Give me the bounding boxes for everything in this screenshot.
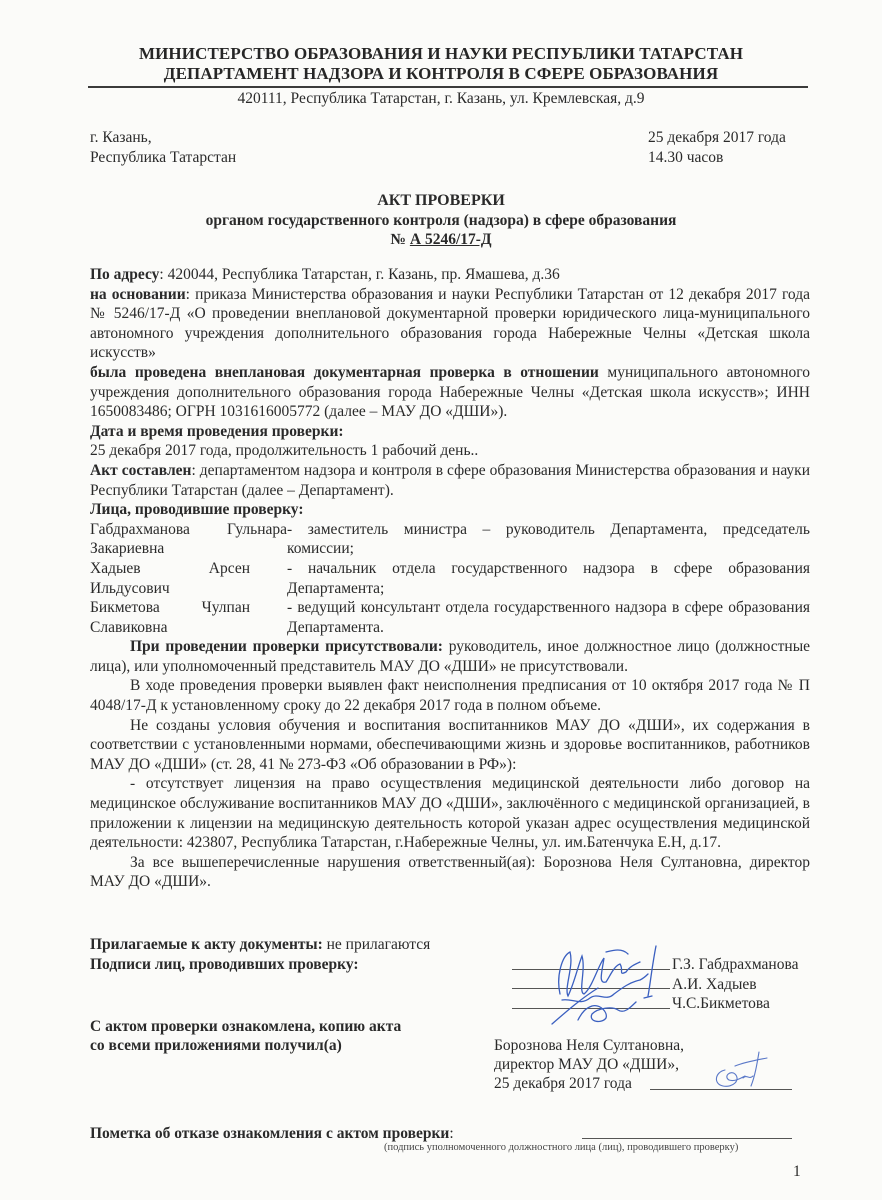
recipient-role: директор МАУ ДО «ДШИ», [494,1056,679,1073]
responsible-paragraph: За все вышеперечисленные нарушения ответственный(ая): Борознова Неля Султановна, директор МАУ ДО «ДШИ». [90,853,810,891]
address-label: По адресу [90,266,160,283]
department-name: ДЕПАРТАМЕНТ НАДЗОРА И КОНТРОЛЯ В СФЕРЕ ОБРАЗОВАНИЯ [163,64,719,83]
persons-label-text: Лица, проводившие проверку: [90,501,304,519]
recipient-signature-icon [705,1050,775,1095]
conditions-paragraph: Не созданы условия обучения и воспитания воспитанников МАУ ДО «ДШИ», их содержания в соответствии с установленными нормами, обеспечивающими жизнь и здоровье воспитанников, работников МАУ ДО «ДШИ» (ст. 28, 41 № 273-ФЗ «Об образовании в РФ»): [90,716,810,773]
ministry-address: 420111, Республика Татарстан, г. Казань, ул. Кремлевская, д.9 [237,90,645,107]
composed-label: Акт составлен [90,461,192,479]
ministry-name: МИНИСТЕРСТВО ОБРАЗОВАНИЯ И НАУКИ РЕСПУБЛИКИ ТАТАРСТАН [138,44,744,63]
inspection-subject [90,363,810,422]
attachments [90,935,430,955]
person-role: - заместитель министра – руководитель Департамента, председатель комиссии; [287,520,810,558]
handwritten-signatures-icon [548,936,678,1026]
license-paragraph: - отсутствует лицензия на право осуществления медицинской деятельности либо договор на медицинское обслуживание воспитанников МАУ ДО «ДШИ», заключённого с медицинской организацией, в приложении к лицензии на медицинскую деятельность которой указан адрес осуществления медицинской деятельности: 423807, Республика Татарстан, г.Набережные Челны, ул. им.Батенчука Е.Н, д.17. [90,775,810,852]
person-role: - ведущий консультант отдела государственного надзора в сфере образования Департамента. [287,599,810,636]
person-name: Бикметова Чулпан Славиковна [90,599,250,636]
present-paragraph [90,637,810,676]
recipient-date: 25 декабря 2017 года [494,1075,632,1092]
person-row [90,559,810,598]
person-row [90,598,810,637]
refusal-colon: : [449,1125,454,1142]
number-value: А 5246/17-Д [409,231,492,248]
recipient-name: Борознова Неля Султановна, [494,1037,685,1054]
persons-label [90,500,810,520]
refusal-caption: (подпись уполномоченного должностного лица (лиц), проводившего проверку) [384,1142,739,1153]
region: Республика Татарстан [90,149,237,166]
acquainted-line-1: С актом проверки ознакомлена, копию акта [90,1018,402,1035]
signer-name: Г.З. Габдрахманова [672,956,799,973]
refusal-note [90,1124,454,1144]
address-value: : 420044, Республика Татарстан, г. Казань, пр. Ямашева, д.36 [159,266,560,283]
datetime-label [90,422,810,442]
datetime-value: 25 декабря 2017 года, продолжительность 1 рабочий день.. [90,442,479,460]
basis-label: на основании [90,285,186,303]
acquainted-line-2: со всеми приложениями получил(а) [90,1037,342,1054]
datetime-label-text: Дата и время проведения проверки: [90,422,344,440]
attachments-label: Прилагаемые к акту документы: [90,936,323,953]
person-role: - начальник отдела государственного надзора в сфере образования Департамента; [287,559,810,597]
finding-paragraph: В ходе проведения проверки выявлен факт неисполнения предписания от 10 октября 2017 года № П 4048/17-Д к установленному сроку до 22 декабря 2017 года в полном объеме. [90,677,810,715]
act-date: 25 декабря 2017 года [648,129,786,146]
signatures-label [90,955,359,975]
document-number [0,230,882,249]
signer-name: Ч.С.Бикметова [672,995,770,1012]
city: г. Казань, [90,129,152,146]
composed-value: : департаментом надзора и контроля в сфере образования Министерства образования и науки Республики Татарстан (далее – Департамент). [90,461,810,499]
person-name: Габдрахманова Гульнара Закариевна [90,520,287,558]
document-title: АКТ ПРОВЕРКИ [377,192,505,209]
composed-by [90,461,810,500]
person-row [90,520,810,559]
persons-table [90,520,810,638]
body-section [90,265,810,892]
refusal-signature-line [582,1138,792,1139]
document-subtitle: органом государственного контроля (надзора) в сфере образования [205,212,677,229]
header-divider [88,86,808,88]
inspection-address [90,265,810,285]
page-number: 1 [793,1163,801,1180]
refusal-label: Пометка об отказе ознакомления с актом проверки [90,1125,450,1142]
inspection-label: была проведена внеплановая документарная проверка в отношении [90,363,599,381]
signer-name: А.И. Хадыев [672,976,757,993]
signatures-label-text: Подписи лиц, проводивших проверку: [90,956,359,973]
person-name: Хадыев Арсен Ильдусович [90,559,250,597]
present-value: руководитель, иное должностное лицо (должностные лица), или уполномоченный представитель МАУ ДО «ДШИ» не присутствовали. [90,638,810,675]
number-prefix: № [390,231,410,248]
basis-value: : приказа Министерства образования и науки Республики Татарстан от 12 декабря 2017 года № 5246/17-Д «О проведении внеплановой документарной проверки юридического лица-муниципального автономного учреждения дополнительного образования города Набережные Челны «Детская школа искусств» [90,285,810,362]
act-time: 14.30 часов [648,149,724,166]
inspection-basis [90,285,810,363]
present-label: При проведении проверки присутствовали: [130,638,443,656]
attachments-value: не прилагаются [322,936,431,953]
inspection-value: муниципального автономного учреждения дополнительного образования города Набережные Челны «Детская школа искусств»; ИНН 1650083486; ОГРН 1031616005772 (далее – МАУ ДО «ДШИ»). [90,363,810,421]
